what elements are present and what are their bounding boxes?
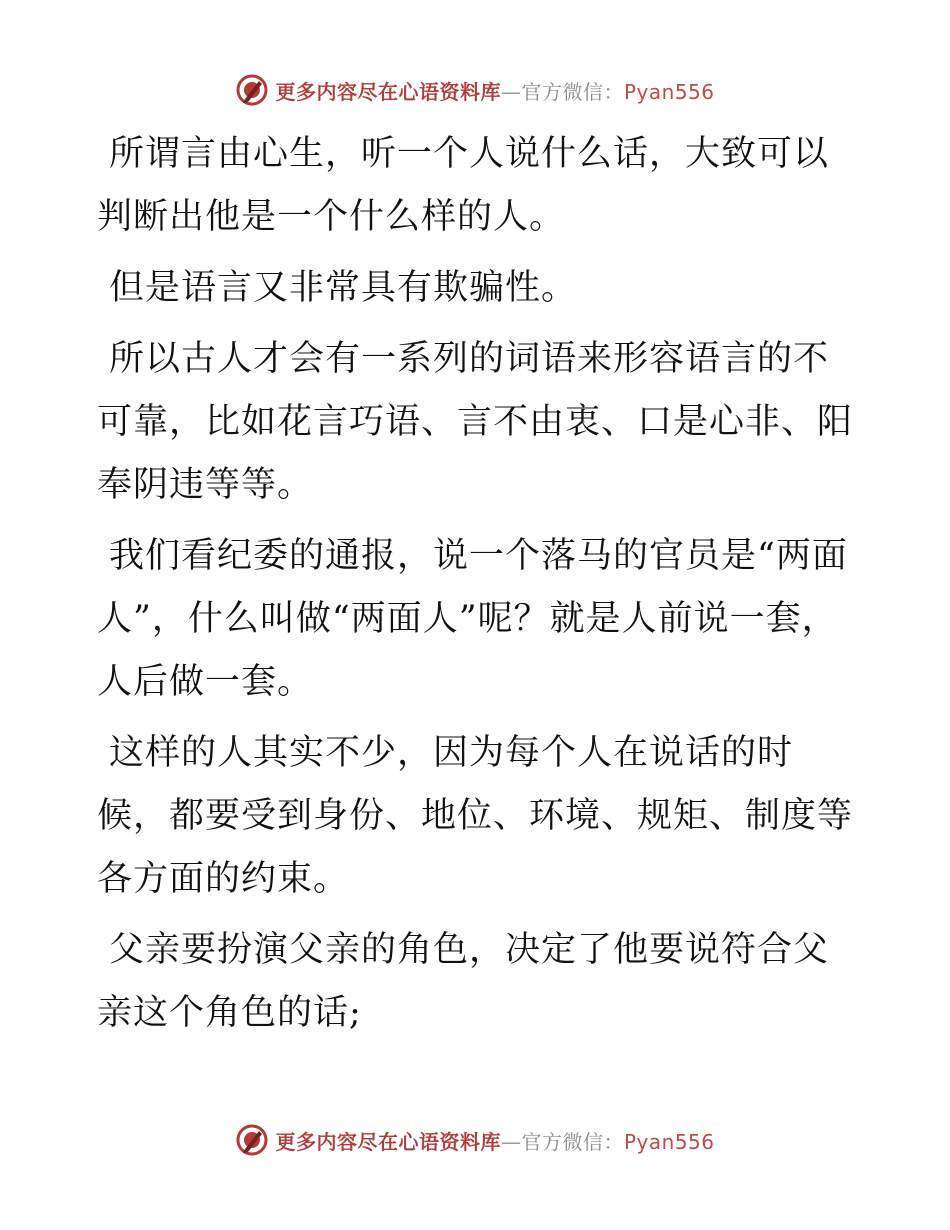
paragraph-6: 父亲要扮演父亲的角色，决定了他要说符合父亲这个角色的话; bbox=[97, 930, 830, 1033]
footer-wechat-id: Pyan556 bbox=[623, 1129, 715, 1154]
header-banner bbox=[0, 70, 950, 110]
pen-circle-logo-icon bbox=[235, 1123, 269, 1157]
header-dash: — bbox=[500, 79, 522, 104]
footer-official-label: 官方微信： bbox=[521, 1129, 624, 1154]
footer-brand: 更多内容尽在心语资料库 bbox=[275, 1129, 501, 1154]
paragraph-4: 我们看纪委的通报，说一个落马的官员是“两面人”，什么叫做“两面人”呢？就是人前说一套，人后做一套。 bbox=[97, 536, 848, 702]
paragraph-5: 这样的人其实不少，因为每个人在说话的时候，都要受到身份、地位、环境、规矩、制度等各方面的约束。 bbox=[97, 733, 854, 899]
document-body bbox=[97, 123, 857, 1053]
paragraph-1: 所谓言由心生，听一个人说什么话，大致可以判断出他是一个什么样的人。 bbox=[97, 134, 830, 237]
paragraph-3: 所以古人才会有一系列的词语来形容语言的不可靠，比如花言巧语、言不由衷、口是心非、阳奉阴违等等。 bbox=[97, 339, 854, 505]
paragraph-2: 但是语言又非常具有欺骗性。 bbox=[109, 268, 578, 308]
header-brand: 更多内容尽在心语资料库 bbox=[275, 79, 501, 104]
header-wechat-id: Pyan556 bbox=[623, 79, 715, 104]
footer-banner-text bbox=[275, 1126, 714, 1155]
header-official-label: 官方微信： bbox=[521, 79, 624, 104]
pen-circle-logo-icon bbox=[235, 73, 269, 107]
footer-dash: — bbox=[500, 1129, 522, 1154]
footer-banner bbox=[0, 1120, 950, 1160]
header-banner-text bbox=[275, 76, 714, 105]
